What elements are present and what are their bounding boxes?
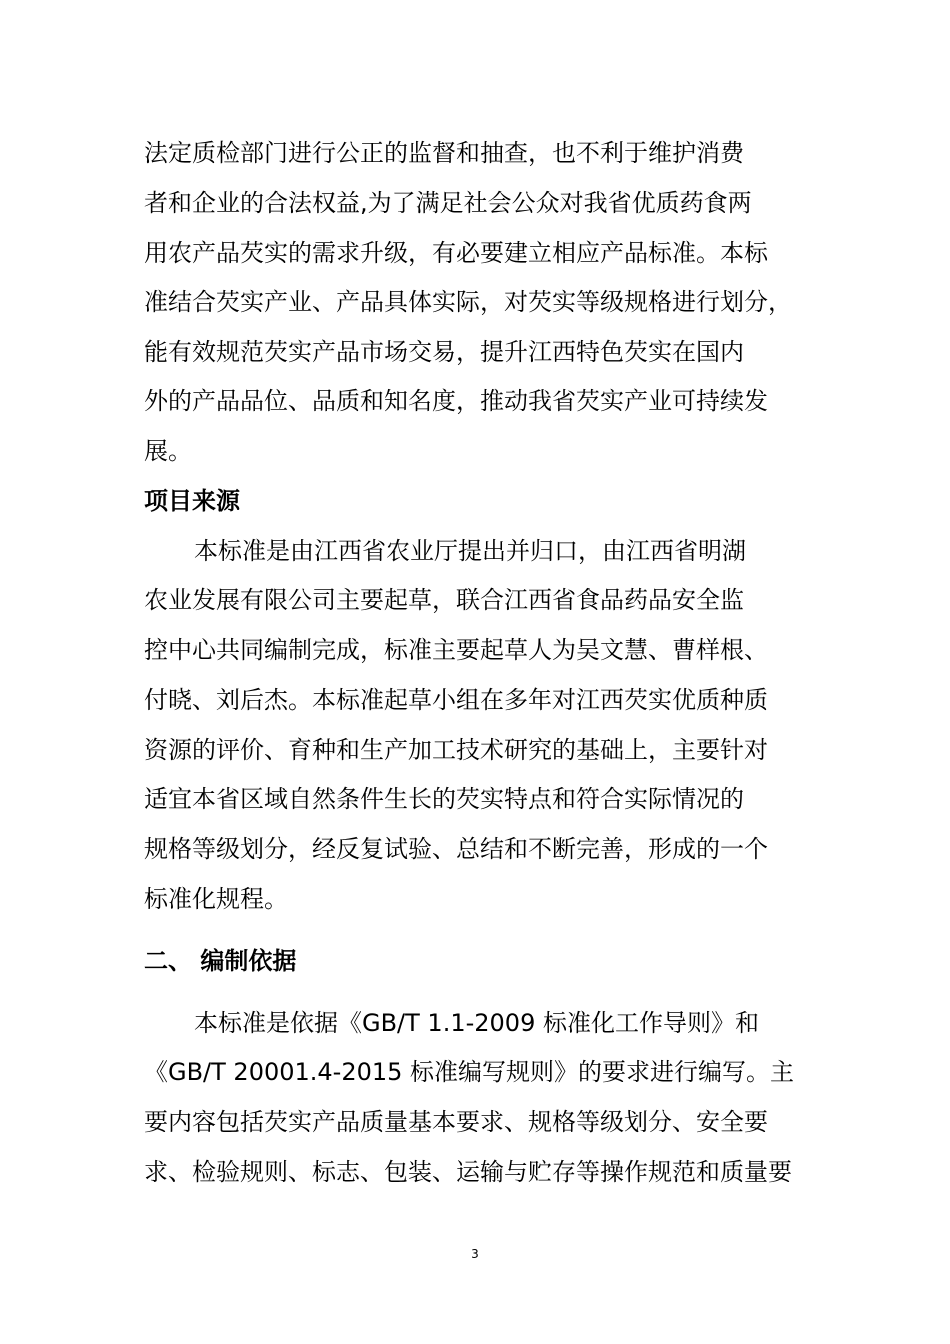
paragraph-line: 用农产品芡实的需求升级，有必要建立相应产品标准。本标 (144, 239, 768, 267)
paragraph-line: 本标准是依据《GB/T 1.1-2009 标准化工作导则》和 (194, 1009, 759, 1037)
paragraph-line: 要内容包括芡实产品质量基本要求、规格等级划分、安全要 (144, 1108, 768, 1136)
paragraph-line: 展。 (144, 437, 192, 465)
paragraph-line: 标准化规程。 (144, 885, 288, 913)
paragraph-line: 控中心共同编制完成，标准主要起草人为吴文慧、曹样根、 (144, 636, 768, 664)
paragraph-line: 付晓、刘后杰。本标准起草小组在多年对江西芡实优质种质 (144, 686, 768, 714)
paragraph-line: 能有效规范芡实产品市场交易，提升江西特色芡实在国内 (144, 338, 744, 366)
paragraph-line: 资源的评价、育种和生产加工技术研究的基础上，主要针对 (144, 736, 768, 764)
paragraph-line: 适宜本省区域自然条件生长的芡实特点和符合实际情况的 (144, 785, 744, 813)
page-number: 3 (471, 1247, 479, 1261)
paragraph-line: 准结合芡实产业、产品具体实际，对芡实等级规格进行划分， (144, 288, 792, 316)
paragraph-line: 《GB/T 20001.4-2015 标准编写规则》的要求进行编写。主 (144, 1058, 795, 1086)
section-heading-compilation-basis: 二、 编制依据 (144, 947, 297, 975)
paragraph-line: 求、检验规则、标志、包装、运输与贮存等操作规范和质量要 (144, 1158, 792, 1186)
paragraph-line: 者和企业的合法权益,为了满足社会公众对我省优质药食两 (144, 189, 752, 217)
paragraph-line: 农业发展有限公司主要起草，联合江西省食品药品安全监 (144, 586, 744, 614)
paragraph-line: 法定质检部门进行公正的监督和抽查，也不利于维护消费 (144, 139, 744, 167)
section-heading-project-source: 项目来源 (144, 487, 240, 515)
paragraph-line: 规格等级划分，经反复试验、总结和不断完善，形成的一个 (144, 835, 768, 863)
paragraph-line: 外的产品品位、品质和知名度，推动我省芡实产业可持续发 (144, 387, 768, 415)
paragraph-line: 本标准是由江西省农业厅提出并归口，由江西省明湖 (194, 537, 746, 565)
